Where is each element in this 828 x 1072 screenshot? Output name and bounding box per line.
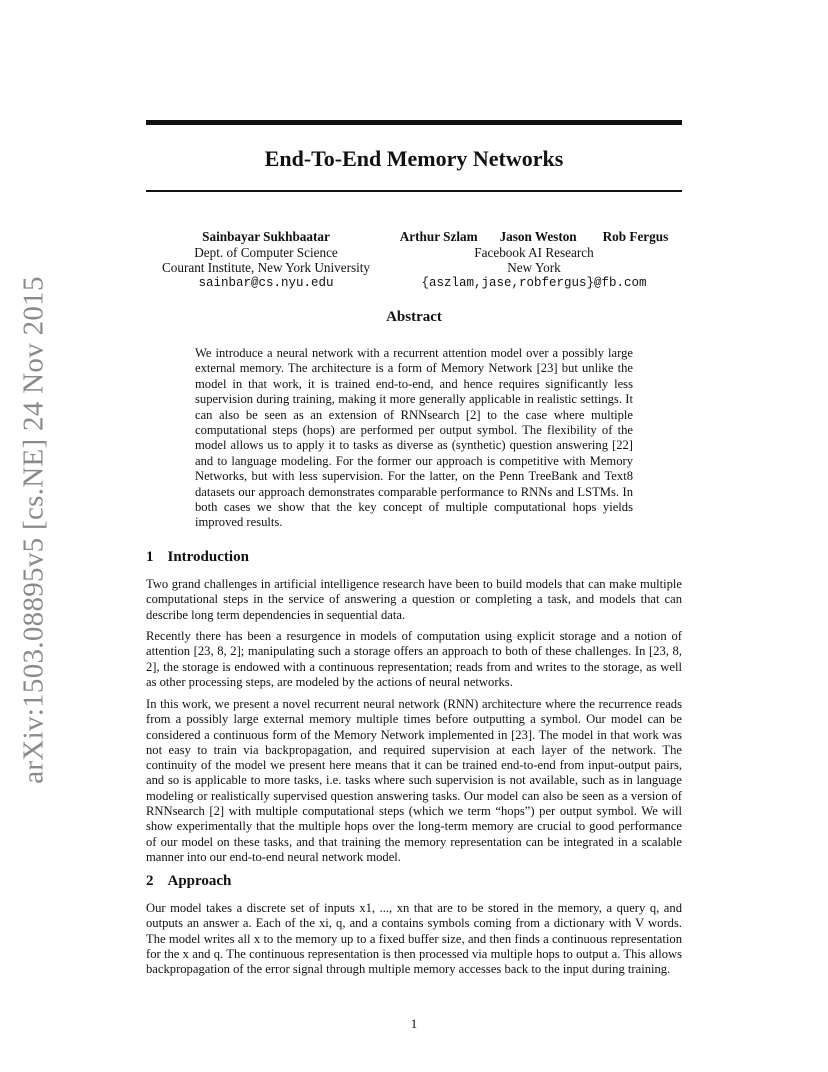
- author-email: sainbar@cs.nyu.edu: [198, 275, 334, 290]
- section-number: 2: [146, 873, 154, 889]
- intro-paragraph-1: Two grand challenges in artificial intelligence research have been to build models that can make multiple computational steps in the service of answering a question or completing a task, and models that can describe long term dependencies in sequential data.: [146, 577, 682, 622]
- author-affiliation: Facebook AI Research: [474, 244, 594, 260]
- title-rule-top: [146, 120, 682, 125]
- arxiv-identifier: arXiv:1503.08895v5 [cs.NE] 24 Nov 2015: [17, 276, 50, 784]
- section-heading-approach: [146, 873, 231, 890]
- author-affiliation: Courant Institute, New York University: [161, 260, 371, 275]
- intro-paragraph-2: Recently there has been a resurgence in models of computation using explicit storage and a notion of attention [23, 8, 2]; manipulating such a storage offers an approach to both of these challenges. In [23, 8, 2], the storage is endowed with a continuous representation; reads from and writes to the storage, as well as other processing steps, are modeled by the actions of neural networks.: [146, 629, 682, 689]
- intro-paragraph-3: In this work, we present a novel recurrent neural network (RNN) architecture where the recurrence reads from a possibly large external memory multiple times before outputting a symbol. Our model can be considered a continuous form of the Memory Network implemented in [23]. The model in that work was not easy to train via backpropagation, and required supervision at each layer of the network. The continuity of the model we present here means that it can be trained end-to-end from input-output pairs, and so is applicable to more tasks, i.e. tasks where such supervision is not available, such as in language modeling or realistically supervised question answering tasks. Our model can also be seen as a version of RNNsearch [2] with multiple computational steps (which we term “hops”) per output symbol. We will show experimentally that the multiple hops over the long-term memory are crucial to good performance of our model on these tasks, and that training the memory representation can be integrated in a scalable manner into our end-to-end neural network model.: [146, 697, 682, 864]
- author-name: Arthur Szlam: [399, 229, 478, 244]
- paper-title: End-To-End Memory Networks: [264, 146, 564, 171]
- author-name: Rob Fergus: [602, 229, 669, 244]
- section-heading-introduction: [146, 549, 249, 566]
- abstract-heading: Abstract: [386, 309, 442, 325]
- page-number: 1: [410, 1016, 418, 1031]
- section-title: Approach: [167, 873, 232, 889]
- section-number: 1: [146, 549, 154, 565]
- author-affiliation: New York: [507, 260, 561, 275]
- author-block-right: [386, 229, 682, 291]
- arxiv-stamp: [8, 276, 60, 784]
- title-rule-bottom: [146, 190, 682, 192]
- section-title: Introduction: [167, 549, 249, 565]
- author-names-row: [386, 229, 682, 245]
- author-name: Sainbayar Sukhbaatar: [202, 229, 330, 244]
- author-email: {aszlam,jase,robfergus}@fb.com: [421, 275, 647, 290]
- author-name: Jason Weston: [499, 229, 577, 244]
- author-block-left: [146, 229, 386, 291]
- author-affiliation: Dept. of Computer Science: [194, 244, 338, 260]
- abstract-text: We introduce a neural network with a recurrent attention model over a possibly large external memory. The architecture is a form of Memory Network [23] but unlike the model in that work, it is trained end-to-end, and hence requires significantly less supervision during training, making it more generally applicable in realistic settings. It can also be seen as an extension of RNNsearch [2] to the case where multiple computational steps (hops) are performed per output symbol. The flexibility of the model allows us to apply it to tasks as diverse as (synthetic) question answering [22] and to language modeling. For the former our approach is competitive with Memory Networks, but with less supervision. For the latter, on the Penn TreeBank and Text8 datasets our approach demonstrates comparable performance to RNNs and LSTMs. In both cases we show that the key concept of multiple computational hops yields improved results.: [195, 346, 633, 530]
- approach-paragraph-1: Our model takes a discrete set of inputs x1, ..., xn that are to be stored in the memory, a query q, and outputs an answer a. Each of the xi, q, and a contains symbols coming from a dictionary with V words. The model writes all x to the memory up to a fixed buffer size, and then finds a continuous representation for the x and q. The continuous representation is then processed via multiple hops to output a. This allows backpropagation of the error signal through multiple memory accesses back to the input during training.: [146, 901, 682, 977]
